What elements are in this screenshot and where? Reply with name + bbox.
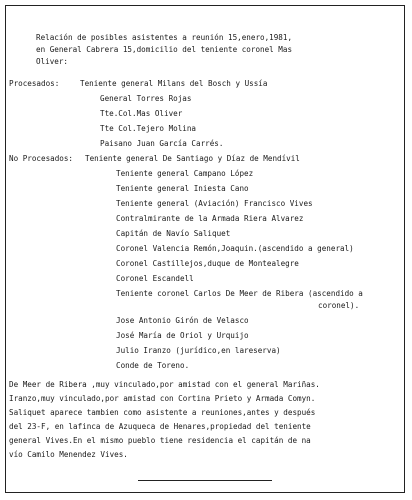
procesados-item: Tte Col.Tejero Molina	[100, 124, 197, 133]
no-procesados-item: Conde de Toreno.	[116, 361, 190, 370]
header-line-2: en General Cabrera 15,domicilio del teniente coronel Mas	[36, 45, 293, 54]
no-procesados-item: Capitán de Navío Saliquet	[116, 229, 231, 238]
no-procesados-item: Coronel Valencia Remón,Joaquin.(ascendido a general)	[116, 244, 354, 253]
no-procesados-item: Teniente general (Aviación) Francisco Vives	[116, 199, 313, 208]
no-procesados-item: Contralmirante de la Armada Riera Alvarez	[116, 214, 304, 223]
no-procesados-item: Teniente general De Santiago y Díaz de Mendívil	[85, 154, 300, 163]
procesados-item: General Torres Rojas	[100, 94, 192, 103]
procesados-item: Tte.Col.Mas Oliver	[100, 109, 183, 118]
no-procesados-item: José María de Oriol y Urquijo	[116, 331, 249, 340]
no-procesados-item: Teniente coronel Carlos De Meer de Ribera (ascendido a	[116, 289, 363, 298]
no-procesados-item: Jose Antonio Girón de Velasco	[116, 316, 249, 325]
procesados-item: Teniente general Milans del Bosch y Ussía	[80, 79, 268, 88]
no-procesados-item: Julio Iranzo (jurídico,en lareserva)	[116, 346, 281, 355]
procesados-item: Paisano Juan García Carrés.	[100, 139, 224, 148]
no-procesados-item: Coronel Castillejos,duque de Montealegre	[116, 259, 299, 268]
note-line: Saliquet aparece tambien como asistente a reuniones,antes y después	[9, 408, 316, 417]
note-line: general Vives.En el mismo pueblo tiene residencia el capitán de na	[9, 436, 311, 445]
note-line: vío Camilo Menendez Vives.	[9, 450, 128, 459]
no-procesados-label: No Procesados:	[9, 154, 74, 163]
header-line-1: Relación de posibles asistentes a reunión 15,enero,1981,	[36, 33, 293, 42]
header-line-3: Oliver:	[36, 57, 69, 66]
no-procesados-item: Coronel Escandell	[116, 274, 194, 283]
note-line: del 23-F, en lafinca de Azuqueca de Henares,propiedad del teniente	[9, 422, 311, 431]
no-procesados-item: Teniente general Iniesta Cano	[116, 184, 249, 193]
procesados-label: Procesados:	[9, 79, 60, 88]
note-line: Iranzo,muy vinculado,por amistad con Cortina Prieto y Armada Comyn.	[9, 394, 316, 403]
no-procesados-item: Teniente general Campano López	[116, 169, 254, 178]
no-procesados-item-continuation: coronel).	[318, 301, 360, 310]
note-line: De Meer de Ribera ,muy vinculado,por amistad con el general Mariñas.	[9, 380, 320, 389]
closing-rule	[138, 480, 272, 481]
